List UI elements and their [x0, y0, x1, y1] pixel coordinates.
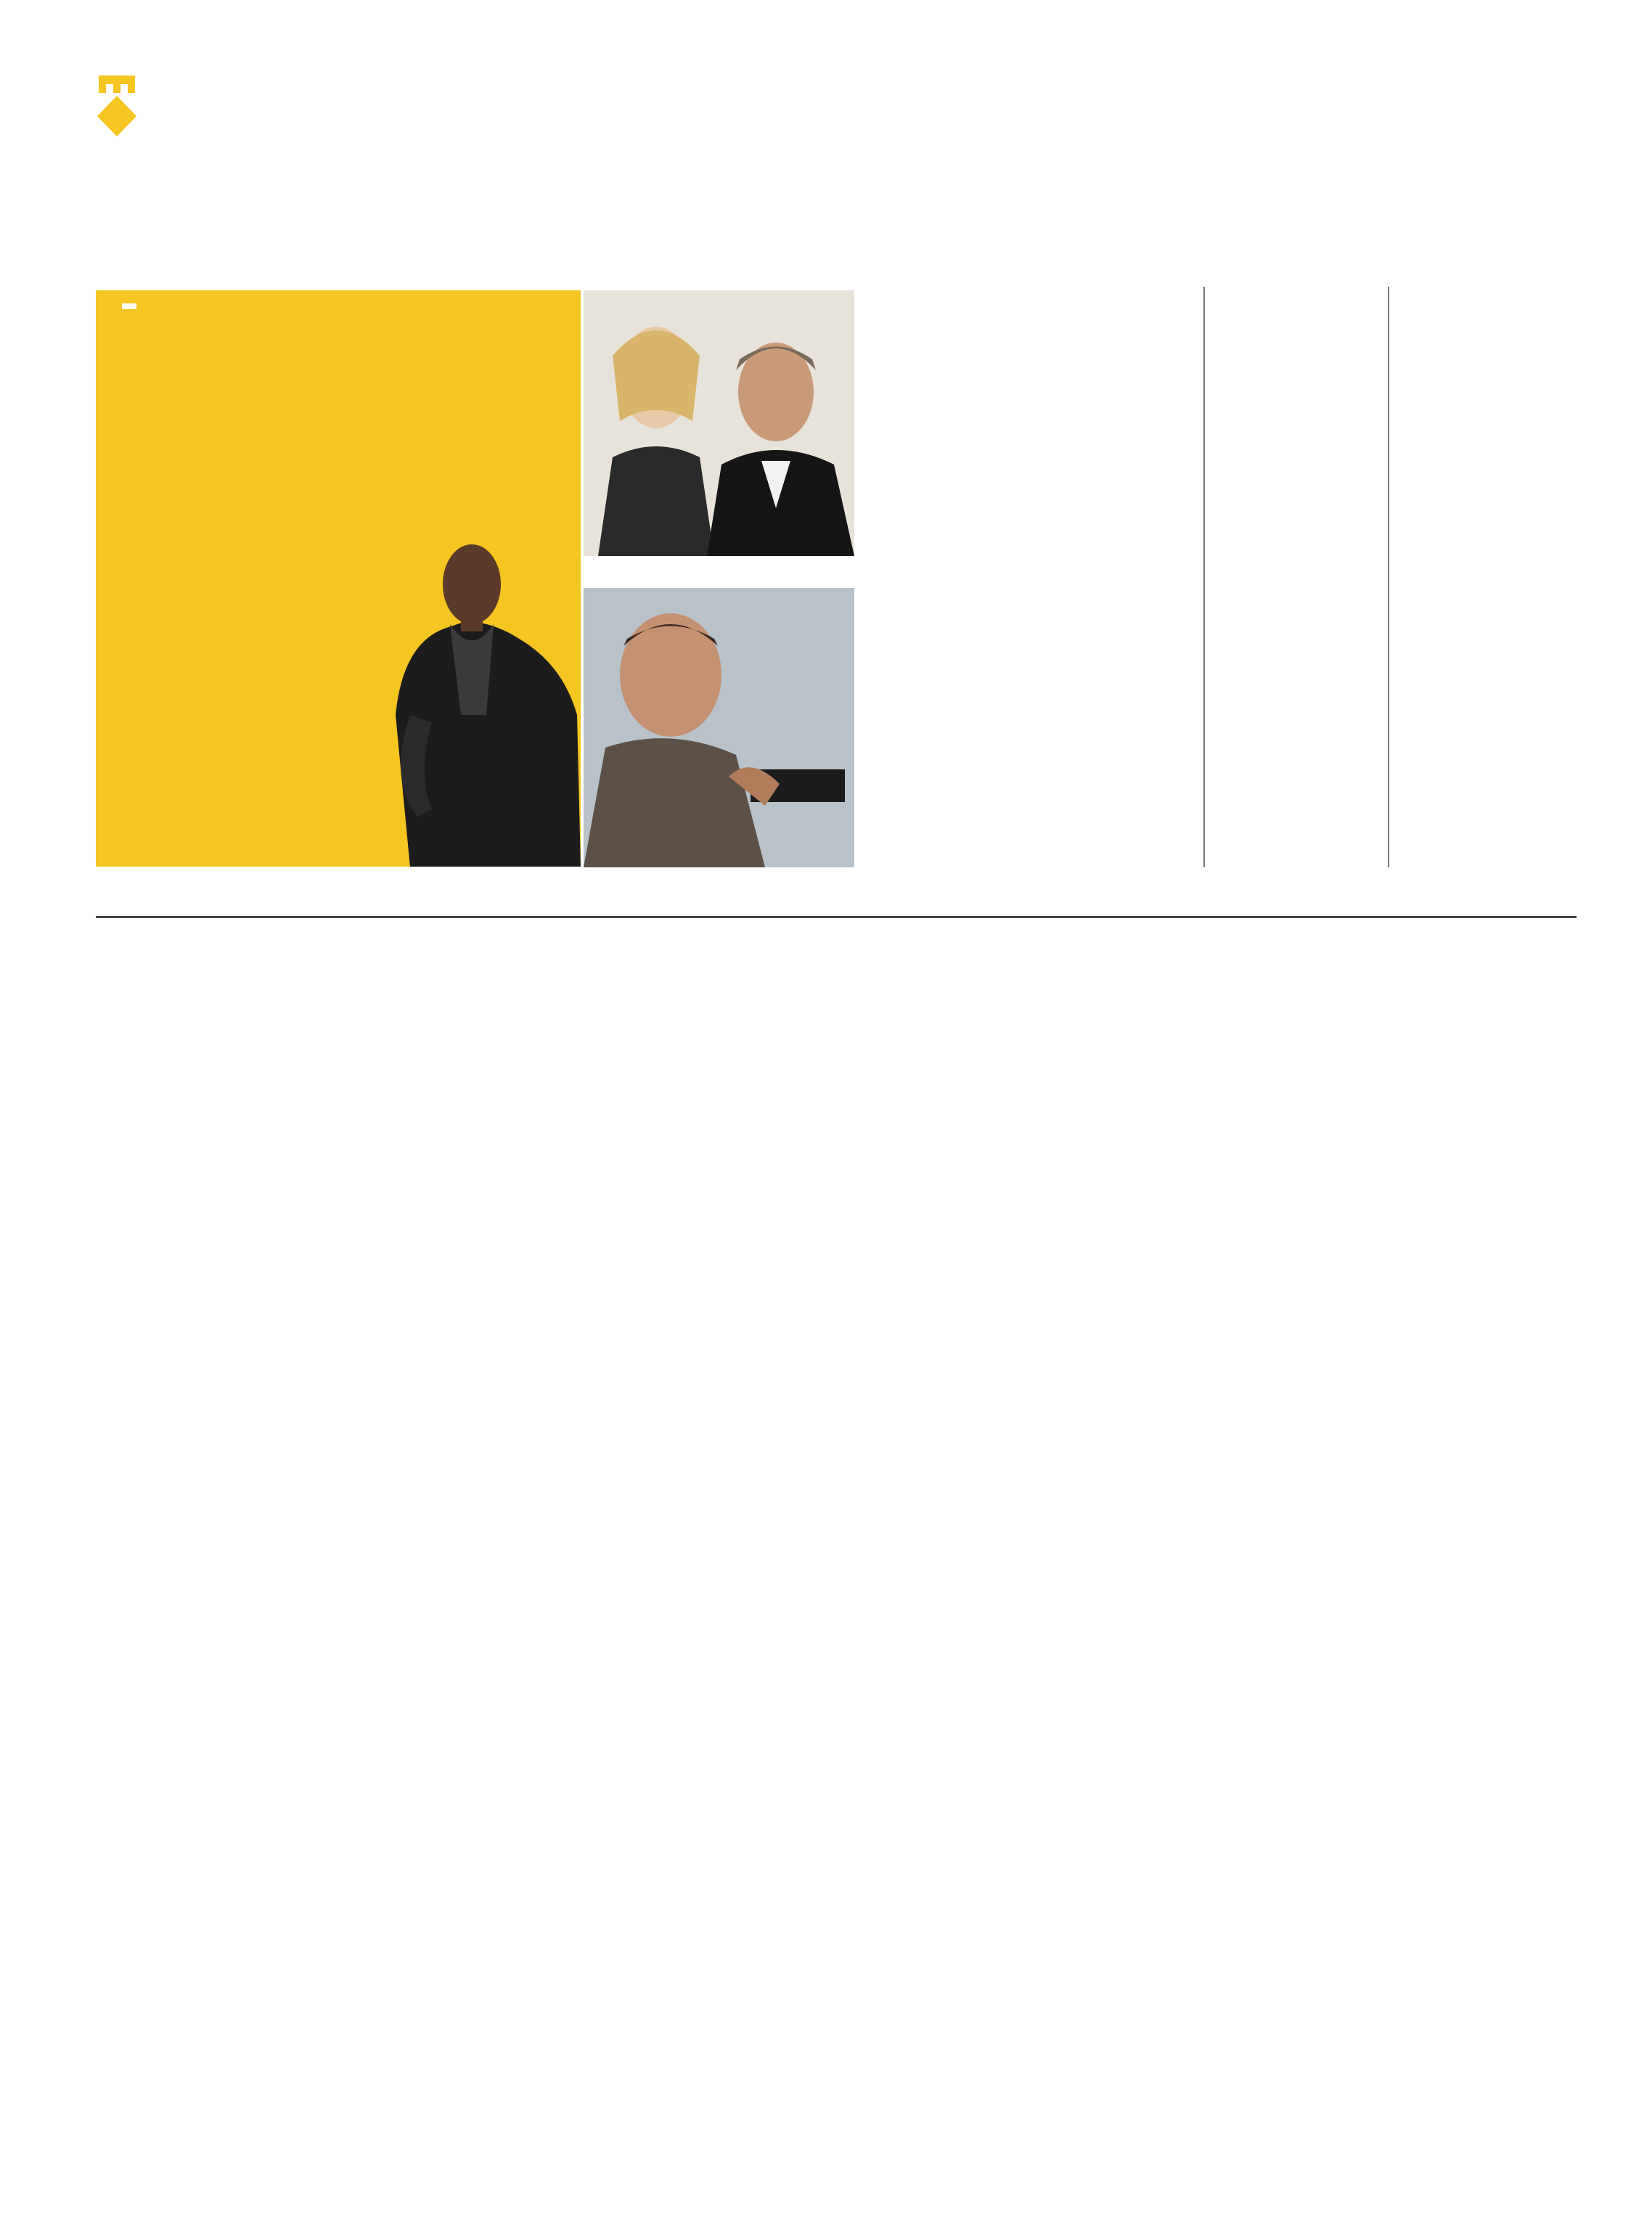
film-review-atrapado — [880, 586, 1193, 594]
page-info — [149, 110, 159, 134]
channel-paramount — [1216, 289, 1381, 299]
featured-movie-box — [96, 290, 581, 867]
crimen-perfecto-photo — [584, 290, 854, 556]
section-tag — [122, 303, 136, 309]
section-separator — [96, 916, 1577, 918]
atrapado-photo — [584, 588, 854, 867]
featured-description — [125, 441, 357, 462]
diari-sabadell-logo — [96, 73, 138, 138]
column-divider — [1388, 287, 1389, 867]
will-smith-photo — [323, 475, 581, 867]
film-review-crimen-perfecto — [880, 289, 1193, 296]
channel-radio-sbd — [1404, 289, 1568, 299]
column-divider — [1203, 287, 1205, 867]
